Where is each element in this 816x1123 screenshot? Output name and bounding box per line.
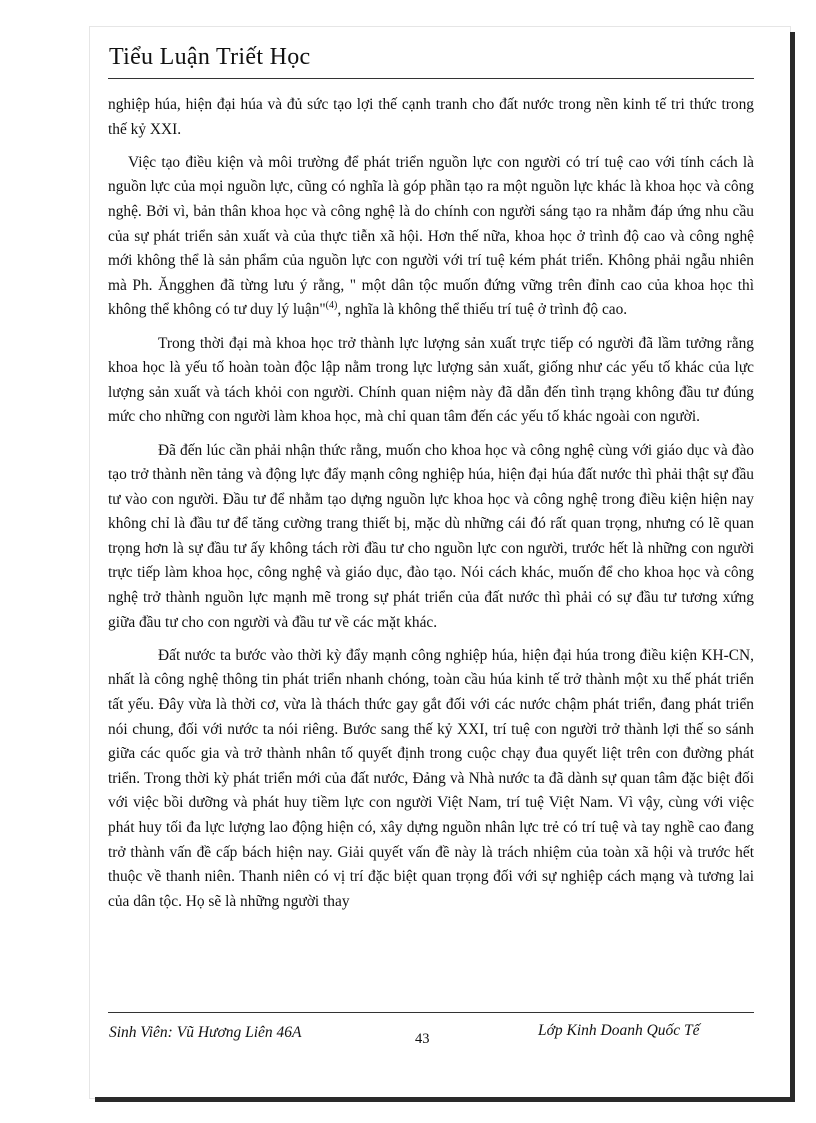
paragraph-2 xyxy=(108,151,754,323)
paragraph-4: Đã đến lúc cần phải nhận thức rằng, muốn cho khoa học và công nghệ cùng với giáo dục và đào tạo trở thành nền tảng và động lực đẩy mạnh công nghiệp húa, hiện đại húa đất nước thì phải thật sự đầu tư vào con người. Đầu tư để nhằm tạo dựng nguồn lực khoa học và công nghệ trong điều kiện hiện nay không chỉ là đầu tư để tăng cường trang thiết bị, mặc dù những cái đó rất quan trọng, nhưng có lẽ quan trọng hơn là sự đầu tư ấy không tách rời đầu tư cho nguồn lực con người, trước hết là những con người trực tiếp làm khoa học, công nghệ và giáo dục, đào tạo. Nói cách khác, muốn để cho khoa học và công nghệ trở thành nguồn lực mạnh mẽ trong sự phát triển của đất nước thì phải có sự đầu tư tương xứng giữa đầu tư cho con người và đầu tư về các mặt khác. xyxy=(108,441,754,631)
body-text xyxy=(108,93,754,914)
header-rule xyxy=(108,78,754,79)
footer-student: Sinh Viên: Vũ Hương Liên 46A xyxy=(109,1024,302,1041)
footer-rule xyxy=(108,1012,754,1013)
paragraph-2-tail: , nghĩa là không thể thiếu trí tuệ ở trình độ cao. xyxy=(337,301,628,319)
footer-class: Lớp Kinh Doanh Quốc Tế xyxy=(538,1022,700,1039)
paragraph-2-text: Việc tạo điều kiện và môi trường để phát triển nguồn lực con người có trí tuệ cao với tính cách là nguồn lực của mọi nguồn lực, cũng có nghĩa là góp phần tạo ra một nguồn lực khác là khoa học và công nghệ. Bởi vì, bản thân khoa học và công nghệ là do chính con người sáng tạo ra nhằm đáp ứng nhu cầu của sự phát triển sản xuất và của thực tiễn xã hội. Hơn thế nữa, khoa học ở trình độ cao và công nghệ mới không thể là sản phẩm của nguồn lực con người với trí tuệ kém phát triển. Không phải ngẫu nhiên mà Ph. Ăngghen đã từng lưu ý rằng, " một dân tộc muốn đứng vững trên đỉnh cao của khoa học thì không thể không có tư duy lý luận" xyxy=(108,153,754,319)
page-shadow-right xyxy=(790,32,795,1102)
header-title: Tiểu Luận Triết Học xyxy=(109,44,311,70)
page-number: 43 xyxy=(415,1031,430,1047)
paragraph-3: Trong thời đại mà khoa học trở thành lực lượng sản xuất trực tiếp có người đã lầm tưởng rằng khoa học là yếu tố hoàn toàn độc lập nằm trong lực lượng sản xuất, giống như các yếu tố khác của lực lượng sản xuất và tách khỏi con người. Chính quan niệm này đã dẫn đến tình trạng không đầu tư đúng mức cho những con người làm khoa học, mà chỉ quan tâm đến các yếu tố khác ngoài con người. xyxy=(108,334,754,426)
page-shadow-bottom xyxy=(95,1097,795,1102)
footnote-reference: (4) xyxy=(325,300,338,312)
paragraph-1: nghiệp húa, hiện đại húa và đủ sức tạo lợi thế cạnh tranh cho đất nước trong nền kinh tế tri thức trong thế kỷ XXI. xyxy=(108,96,754,138)
paragraph-5: Đất nước ta bước vào thời kỳ đẩy mạnh công nghiệp húa, hiện đại húa trong điều kiện KH-CN, nhất là công nghệ thông tin phát triển nhanh chóng, toàn cầu húa kinh tế trở thành một xu thế phát triển tất yếu. Đây vừa là thời cơ, vừa là thách thức gay gắt đối với các nước chậm phát triển, đang phát triển nói chung, đối với nước ta nói riêng. Bước sang thế kỷ XXI, trí tuệ con người trở thành lợi thế so sánh giữa các quốc gia và trở thành nhân tố quyết định trong cuộc chạy đua quyết liệt trên con đường phát triển. Trong thời kỳ phát triển mới của đất nước, Đảng và Nhà nước ta đã dành sự quan tâm đặc biệt đối với việc bồi dưỡng và phát huy tiềm lực con người Việt Nam, trí tuệ Việt Nam. Vì vậy, cùng với việc phát huy tối đa lực lượng lao động hiện có, xây dựng nguồn nhân lực trẻ có trí tuệ và tay nghề cao đang trở thành vấn đề cấp bách hiện nay. Giải quyết vấn đề này là trách nhiệm của toàn xã hội và trước hết thuộc về thanh niên. Thanh niên có vị trí đặc biệt quan trọng đối với sự nghiệp cách mạng và tương lai của dân tộc. Họ sẽ là những người thay xyxy=(108,646,754,910)
